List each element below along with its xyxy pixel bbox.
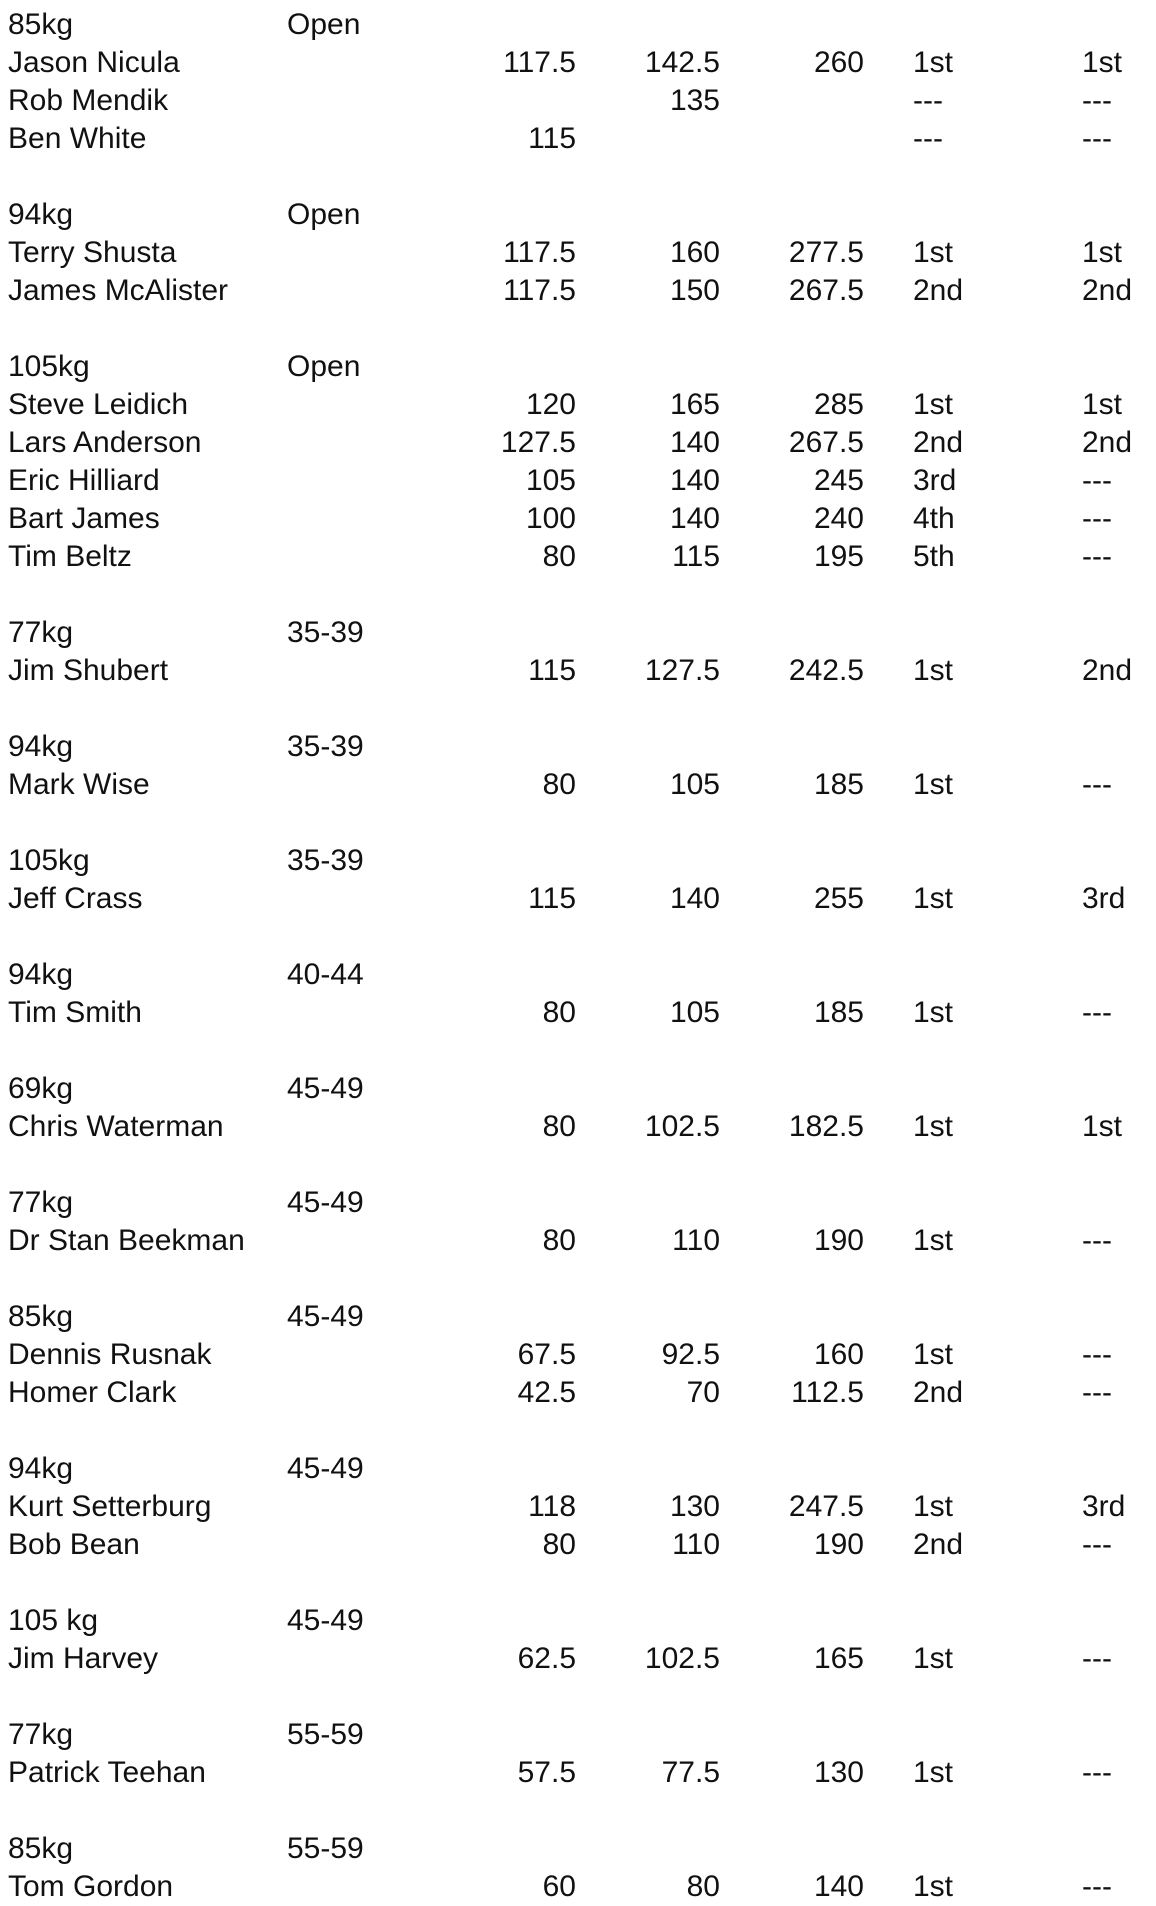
clean-jerk-value: 130 bbox=[669, 1490, 720, 1523]
class-placing: 2nd bbox=[913, 426, 964, 459]
group-header bbox=[0, 956, 1156, 994]
clean-jerk-value: 77.5 bbox=[661, 1756, 720, 1789]
clean-jerk-value: 150 bbox=[669, 274, 720, 307]
lifter-name: Eric Hilliard bbox=[8, 464, 160, 497]
weight-class-group bbox=[0, 956, 1156, 1070]
lifter-row bbox=[0, 234, 1156, 272]
clean-jerk-value: 140 bbox=[669, 502, 720, 535]
weight-class: 105kg bbox=[8, 844, 90, 877]
age-class: 45-49 bbox=[287, 1300, 364, 1333]
clean-jerk-value: 110 bbox=[672, 1528, 720, 1561]
group-header bbox=[0, 1298, 1156, 1336]
overall-placing: --- bbox=[1082, 1338, 1112, 1371]
lifter-name: Tim Smith bbox=[8, 996, 142, 1029]
overall-placing: --- bbox=[1082, 464, 1112, 497]
weight-class: 94kg bbox=[8, 730, 74, 763]
class-placing: 1st bbox=[913, 1756, 954, 1789]
group-header bbox=[0, 6, 1156, 44]
group-spacer bbox=[0, 1564, 1156, 1602]
total-value: 140 bbox=[813, 1870, 864, 1903]
snatch-value: 62.5 bbox=[517, 1642, 576, 1675]
overall-placing: --- bbox=[1082, 1642, 1112, 1675]
total-value: 185 bbox=[813, 768, 864, 801]
lifter-row bbox=[0, 1374, 1156, 1412]
lifter-row bbox=[0, 1640, 1156, 1678]
class-placing: 1st bbox=[913, 1642, 954, 1675]
weight-class-group bbox=[0, 1070, 1156, 1184]
overall-placing: --- bbox=[1082, 1756, 1112, 1789]
lifter-name: Rob Mendik bbox=[8, 84, 169, 117]
weight-class: 85kg bbox=[8, 8, 74, 41]
group-spacer bbox=[0, 1412, 1156, 1450]
lifter-row bbox=[0, 44, 1156, 82]
class-placing: 2nd bbox=[913, 274, 964, 307]
clean-jerk-value: 115 bbox=[672, 540, 720, 573]
lifter-row bbox=[0, 1108, 1156, 1146]
snatch-value: 42.5 bbox=[517, 1376, 576, 1409]
class-placing: 1st bbox=[913, 388, 954, 421]
clean-jerk-value: 165 bbox=[669, 388, 720, 421]
lifter-name: Kurt Setterburg bbox=[8, 1490, 212, 1523]
clean-jerk-value: 102.5 bbox=[644, 1110, 720, 1143]
total-value: 240 bbox=[813, 502, 864, 535]
weight-class: 85kg bbox=[8, 1832, 74, 1865]
lifter-name: Patrick Teehan bbox=[8, 1756, 206, 1789]
lifter-row bbox=[0, 462, 1156, 500]
total-value: 160 bbox=[813, 1338, 864, 1371]
weight-class-group bbox=[0, 1716, 1156, 1830]
clean-jerk-value: 142.5 bbox=[644, 46, 720, 79]
weight-class-group bbox=[0, 842, 1156, 956]
age-class: 45-49 bbox=[287, 1452, 364, 1485]
age-class: 45-49 bbox=[287, 1072, 364, 1105]
snatch-value: 117.5 bbox=[503, 274, 576, 307]
overall-placing: 2nd bbox=[1082, 274, 1133, 307]
lifter-row bbox=[0, 994, 1156, 1032]
group-header bbox=[0, 1184, 1156, 1222]
lifter-row bbox=[0, 766, 1156, 804]
snatch-value: 115 bbox=[528, 882, 576, 915]
lifter-row bbox=[0, 272, 1156, 310]
group-spacer bbox=[0, 1792, 1156, 1830]
overall-placing: 3rd bbox=[1082, 1490, 1126, 1523]
overall-placing: --- bbox=[1082, 1870, 1112, 1903]
lifter-name: Jim Harvey bbox=[8, 1642, 159, 1675]
total-value: 190 bbox=[813, 1528, 864, 1561]
lifter-row bbox=[0, 538, 1156, 576]
group-header bbox=[0, 1070, 1156, 1108]
lifter-name: Dr Stan Beekman bbox=[8, 1224, 245, 1257]
clean-jerk-value: 127.5 bbox=[644, 654, 720, 687]
total-value: 267.5 bbox=[788, 426, 864, 459]
total-value: 190 bbox=[813, 1224, 864, 1257]
snatch-value: 117.5 bbox=[503, 46, 576, 79]
group-header bbox=[0, 1716, 1156, 1754]
weight-class: 94kg bbox=[8, 198, 74, 231]
overall-placing: --- bbox=[1082, 1528, 1112, 1561]
class-placing: 1st bbox=[913, 1870, 954, 1903]
clean-jerk-value: 160 bbox=[669, 236, 720, 269]
lifter-name: Terry Shusta bbox=[8, 236, 177, 269]
overall-placing: 1st bbox=[1082, 388, 1123, 421]
overall-placing: --- bbox=[1082, 996, 1112, 1029]
lifter-name: Jim Shubert bbox=[8, 654, 169, 687]
snatch-value: 67.5 bbox=[517, 1338, 576, 1371]
group-header bbox=[0, 842, 1156, 880]
lifter-row bbox=[0, 386, 1156, 424]
overall-placing: --- bbox=[1082, 502, 1112, 535]
group-spacer bbox=[0, 1260, 1156, 1298]
lifter-name: James McAlister bbox=[8, 274, 229, 307]
overall-placing: 3rd bbox=[1082, 882, 1126, 915]
total-value: 165 bbox=[813, 1642, 864, 1675]
overall-placing: 1st bbox=[1082, 46, 1123, 79]
weight-class-group bbox=[0, 196, 1156, 348]
group-header bbox=[0, 614, 1156, 652]
lifter-row bbox=[0, 1526, 1156, 1564]
overall-placing: --- bbox=[1082, 84, 1112, 117]
lifter-name: Dennis Rusnak bbox=[8, 1338, 212, 1371]
weight-class: 105kg bbox=[8, 350, 90, 383]
group-header bbox=[0, 196, 1156, 234]
overall-placing: --- bbox=[1082, 1376, 1112, 1409]
class-placing: 1st bbox=[913, 1338, 954, 1371]
snatch-value: 60 bbox=[542, 1870, 576, 1903]
lifter-name: Mark Wise bbox=[8, 768, 150, 801]
clean-jerk-value: 140 bbox=[669, 426, 720, 459]
clean-jerk-value: 135 bbox=[669, 84, 720, 117]
overall-placing: --- bbox=[1082, 540, 1112, 573]
class-placing: 1st bbox=[913, 882, 954, 915]
overall-placing: 1st bbox=[1082, 1110, 1123, 1143]
class-placing: --- bbox=[913, 84, 943, 117]
total-value: 242.5 bbox=[788, 654, 864, 687]
class-placing: 1st bbox=[913, 236, 954, 269]
snatch-value: 80 bbox=[542, 540, 576, 573]
total-value: 260 bbox=[813, 46, 864, 79]
weight-class: 105 kg bbox=[8, 1604, 99, 1637]
snatch-value: 80 bbox=[542, 1110, 576, 1143]
weight-class-group bbox=[0, 1450, 1156, 1602]
class-placing: 1st bbox=[913, 996, 954, 1029]
lifter-name: Lars Anderson bbox=[8, 426, 202, 459]
lifter-name: Bart James bbox=[8, 502, 160, 535]
age-class: Open bbox=[287, 350, 361, 383]
group-spacer bbox=[0, 158, 1156, 196]
snatch-value: 105 bbox=[525, 464, 576, 497]
total-value: 247.5 bbox=[788, 1490, 864, 1523]
weight-class: 69kg bbox=[8, 1072, 74, 1105]
total-value: 195 bbox=[813, 540, 864, 573]
total-value: 255 bbox=[813, 882, 864, 915]
total-value: 277.5 bbox=[788, 236, 864, 269]
overall-placing: --- bbox=[1082, 1224, 1112, 1257]
lifter-row bbox=[0, 1336, 1156, 1374]
class-placing: 1st bbox=[913, 46, 954, 79]
lifter-row bbox=[0, 880, 1156, 918]
clean-jerk-value: 110 bbox=[672, 1224, 720, 1257]
clean-jerk-value: 80 bbox=[686, 1870, 720, 1903]
clean-jerk-value: 70 bbox=[686, 1376, 720, 1409]
snatch-value: 80 bbox=[542, 1224, 576, 1257]
weight-class: 77kg bbox=[8, 1718, 74, 1751]
lifter-name: Homer Clark bbox=[8, 1376, 177, 1409]
total-value: 112.5 bbox=[791, 1376, 864, 1409]
lifter-name: Bob Bean bbox=[8, 1528, 140, 1561]
lifter-row bbox=[0, 424, 1156, 462]
group-header bbox=[0, 1450, 1156, 1488]
overall-placing: --- bbox=[1082, 122, 1112, 155]
age-class: 35-39 bbox=[287, 844, 364, 877]
group-spacer bbox=[0, 1146, 1156, 1184]
group-spacer bbox=[0, 310, 1156, 348]
class-placing: 1st bbox=[913, 1110, 954, 1143]
age-class: 45-49 bbox=[287, 1604, 364, 1637]
age-class: 45-49 bbox=[287, 1186, 364, 1219]
class-placing: --- bbox=[913, 122, 943, 155]
total-value: 185 bbox=[813, 996, 864, 1029]
snatch-value: 118 bbox=[528, 1490, 576, 1523]
total-value: 267.5 bbox=[788, 274, 864, 307]
clean-jerk-value: 92.5 bbox=[661, 1338, 720, 1371]
overall-placing: 1st bbox=[1082, 236, 1123, 269]
weight-class: 77kg bbox=[8, 1186, 74, 1219]
snatch-value: 80 bbox=[542, 768, 576, 801]
snatch-value: 117.5 bbox=[503, 236, 576, 269]
lifter-name: Tom Gordon bbox=[8, 1870, 174, 1903]
clean-jerk-value: 105 bbox=[669, 996, 720, 1029]
snatch-value: 127.5 bbox=[500, 426, 576, 459]
overall-placing: 2nd bbox=[1082, 654, 1133, 687]
weight-class-group bbox=[0, 614, 1156, 728]
weight-class: 94kg bbox=[8, 1452, 74, 1485]
lifter-row bbox=[0, 500, 1156, 538]
lifter-row bbox=[0, 120, 1156, 158]
total-value: 245 bbox=[813, 464, 864, 497]
snatch-value: 120 bbox=[525, 388, 576, 421]
lifter-row bbox=[0, 652, 1156, 690]
group-header bbox=[0, 1602, 1156, 1640]
age-class: 35-39 bbox=[287, 730, 364, 763]
snatch-value: 80 bbox=[542, 1528, 576, 1561]
lifter-row bbox=[0, 1222, 1156, 1260]
group-spacer bbox=[0, 690, 1156, 728]
overall-placing: 2nd bbox=[1082, 426, 1133, 459]
weight-class: 85kg bbox=[8, 1300, 74, 1333]
lifter-name: Jason Nicula bbox=[8, 46, 180, 79]
group-header bbox=[0, 348, 1156, 386]
class-placing: 2nd bbox=[913, 1376, 964, 1409]
class-placing: 3rd bbox=[913, 464, 957, 497]
lifter-name: Chris Waterman bbox=[8, 1110, 224, 1143]
class-placing: 1st bbox=[913, 654, 954, 687]
snatch-value: 115 bbox=[528, 654, 576, 687]
group-spacer bbox=[0, 918, 1156, 956]
age-class: 40-44 bbox=[287, 958, 364, 991]
age-class: 35-39 bbox=[287, 616, 364, 649]
class-placing: 1st bbox=[913, 1224, 954, 1257]
class-placing: 1st bbox=[913, 1490, 954, 1523]
lifter-row bbox=[0, 1754, 1156, 1792]
age-class: Open bbox=[287, 8, 361, 41]
age-class: 55-59 bbox=[287, 1718, 364, 1751]
group-header bbox=[0, 1830, 1156, 1868]
weight-class-group bbox=[0, 728, 1156, 842]
lifter-name: Jeff Crass bbox=[8, 882, 143, 915]
age-class: Open bbox=[287, 198, 361, 231]
snatch-value: 80 bbox=[542, 996, 576, 1029]
lifter-name: Ben White bbox=[8, 122, 147, 155]
class-placing: 1st bbox=[913, 768, 954, 801]
weight-class-group bbox=[0, 1602, 1156, 1716]
group-spacer bbox=[0, 576, 1156, 614]
weight-class: 94kg bbox=[8, 958, 74, 991]
total-value: 285 bbox=[813, 388, 864, 421]
clean-jerk-value: 102.5 bbox=[644, 1642, 720, 1675]
results-sheet bbox=[0, 6, 1156, 1906]
group-spacer bbox=[0, 1032, 1156, 1070]
weight-class-group bbox=[0, 348, 1156, 614]
class-placing: 5th bbox=[913, 540, 955, 573]
total-value: 130 bbox=[813, 1756, 864, 1789]
weight-class-group bbox=[0, 1830, 1156, 1906]
snatch-value: 100 bbox=[525, 502, 576, 535]
snatch-value: 57.5 bbox=[517, 1756, 576, 1789]
clean-jerk-value: 105 bbox=[669, 768, 720, 801]
lifter-row bbox=[0, 1868, 1156, 1906]
total-value: 182.5 bbox=[788, 1110, 864, 1143]
overall-placing: --- bbox=[1082, 768, 1112, 801]
class-placing: 4th bbox=[913, 502, 955, 535]
lifter-name: Tim Beltz bbox=[8, 540, 132, 573]
class-placing: 2nd bbox=[913, 1528, 964, 1561]
clean-jerk-value: 140 bbox=[669, 464, 720, 497]
lifter-name: Steve Leidich bbox=[8, 388, 189, 421]
group-spacer bbox=[0, 804, 1156, 842]
group-header bbox=[0, 728, 1156, 766]
group-spacer bbox=[0, 1678, 1156, 1716]
lifter-row bbox=[0, 1488, 1156, 1526]
clean-jerk-value: 140 bbox=[669, 882, 720, 915]
weight-class-group bbox=[0, 6, 1156, 196]
snatch-value: 115 bbox=[528, 122, 576, 155]
weight-class-group bbox=[0, 1184, 1156, 1298]
lifter-row bbox=[0, 82, 1156, 120]
weight-class-group bbox=[0, 1298, 1156, 1450]
age-class: 55-59 bbox=[287, 1832, 364, 1865]
weight-class: 77kg bbox=[8, 616, 74, 649]
